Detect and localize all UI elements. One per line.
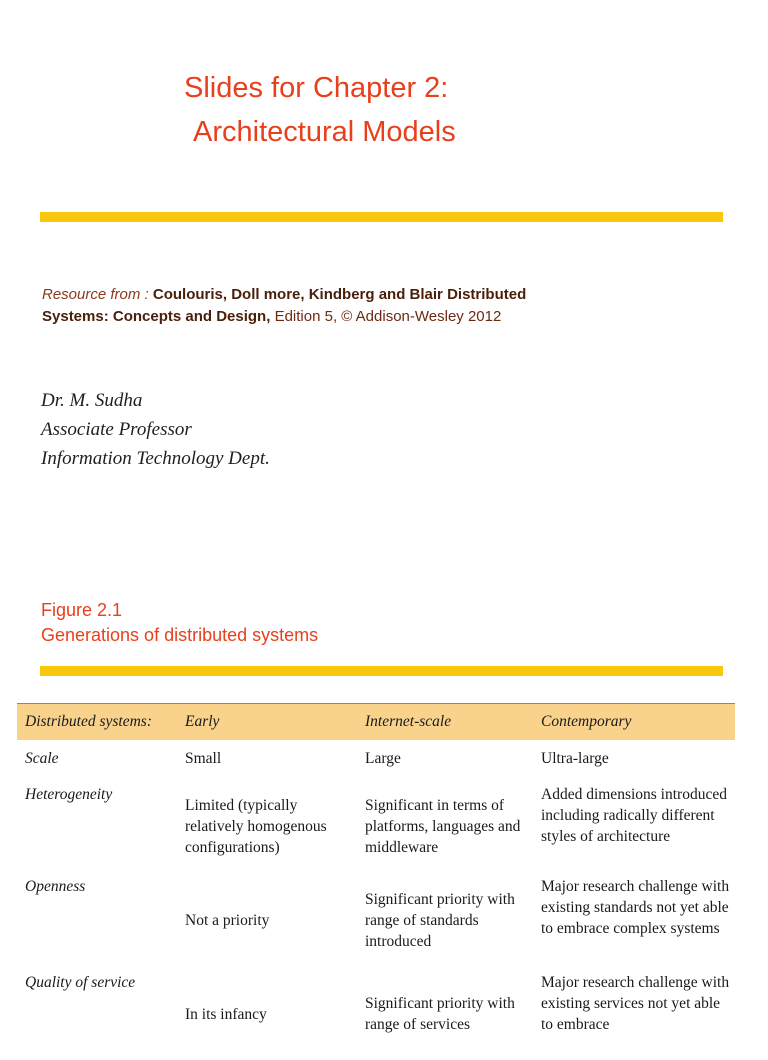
resource-lead: Resource from : <box>42 286 153 303</box>
table-cell: Ultra-large <box>541 750 609 767</box>
resource-authors-line2: Systems: Concepts and Design, <box>42 308 271 325</box>
yellow-divider-figure <box>40 666 723 676</box>
table-header-cell: Contemporary <box>533 704 735 740</box>
slide-title <box>184 66 456 154</box>
table-cell: Not a priority <box>185 911 270 929</box>
author-position: Associate Professor <box>41 419 192 440</box>
author-block <box>41 386 270 473</box>
figure-title: Generations of distributed systems <box>41 625 319 645</box>
resource-edition: Edition 5, © Addison-Wesley 2012 <box>270 308 502 325</box>
row-label: Scale <box>25 750 59 767</box>
figure-number: Figure 2.1 <box>41 600 123 620</box>
table-cell: Limited (typically relatively homogenous configurations) <box>185 796 327 856</box>
author-name: Dr. M. Sudha <box>41 390 143 411</box>
table-cell: Large <box>365 750 401 767</box>
table-header-cell: Internet-scale <box>357 704 533 740</box>
table-cell: Significant in terms of platforms, languages and middleware <box>365 796 521 856</box>
row-label: Openness <box>25 878 86 895</box>
author-department: Information Technology Dept. <box>41 448 270 469</box>
figure-caption <box>41 598 318 648</box>
table-header-cell: Early <box>177 704 357 740</box>
row-label: Quality of service <box>25 974 136 991</box>
table-cell: Significant priority with range of services <box>365 995 515 1033</box>
resource-authors-line1: Coulouris, Doll more, Kindberg and Blair Distributed <box>152 286 527 303</box>
generations-table <box>17 704 735 1060</box>
table-row <box>17 872 735 968</box>
table-header-row <box>17 704 735 740</box>
table-cell: Added dimensions introduced including radically different styles of architecture <box>541 786 727 845</box>
table-cell: Significant priority with range of standards introduced <box>365 890 515 950</box>
table-row <box>17 740 735 780</box>
table-cell: Major research challenge with existing services not yet able to embrace <box>541 974 730 1033</box>
table-cell: In its infancy <box>185 1005 267 1023</box>
resource-citation <box>42 284 742 328</box>
generations-table-wrapper <box>17 703 735 1060</box>
yellow-divider-top <box>40 212 723 222</box>
row-label: Heterogeneity <box>25 786 113 803</box>
slide-title-line1: Slides for Chapter 2: <box>184 72 449 104</box>
table-cell: Small <box>185 750 222 767</box>
table-header-cell: Distributed systems: <box>17 704 177 740</box>
table-row <box>17 968 735 1060</box>
table-row <box>17 780 735 872</box>
table-cell: Major research challenge with existing standards not yet able to embrace complex systems <box>541 878 730 937</box>
slide-title-line2: Architectural Models <box>193 116 456 148</box>
